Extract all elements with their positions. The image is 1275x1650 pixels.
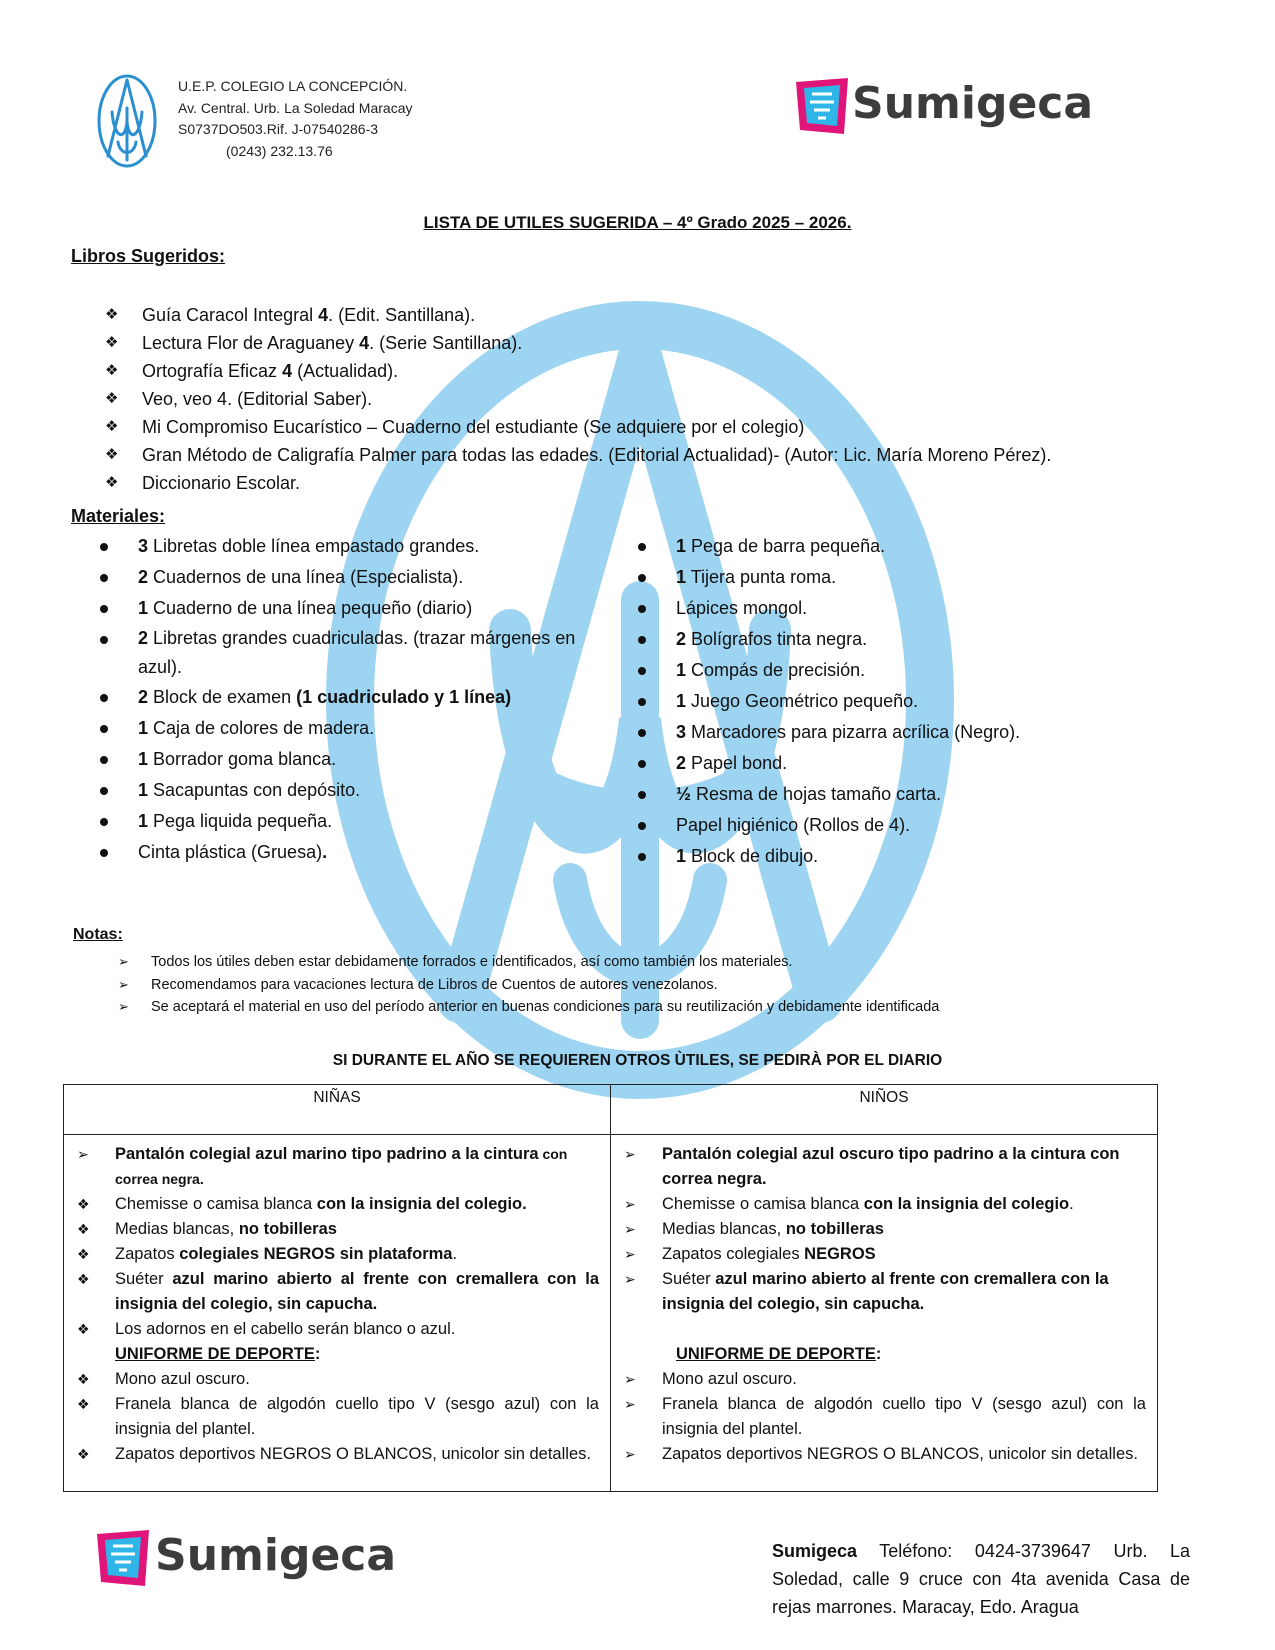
bullet-icon	[100, 756, 108, 764]
list-item: ➢ Pantalón colegial azul oscuro tipo padrino a la cintura con correa negra.	[624, 1142, 1146, 1192]
diamond-bullet-icon: ❖	[77, 1271, 90, 1287]
bullet-icon	[100, 787, 108, 795]
footer-contact	[772, 1537, 1190, 1621]
list-item: ❖ Veo, veo 4. (Editorial Saber).	[105, 385, 1185, 413]
school-name: U.E.P. COLEGIO LA CONCEPCIÓN.	[178, 78, 408, 94]
list-item: 1 Sacapuntas con depósito.	[100, 775, 610, 806]
notice-text: SI DURANTE EL AÑO SE REQUIEREN OTROS ÙTILES, SE PEDIRÀ POR EL DIARIO	[332, 1052, 943, 1069]
sumigeca-logo-text: Sumigeca	[155, 1530, 397, 1581]
list-item: ➢ Chemisse o camisa blanca con la insignia del colegio.	[624, 1192, 1146, 1217]
list-item: Papel higiénico (Rollos de 4).	[638, 810, 1158, 841]
books-list	[105, 301, 1185, 497]
footer-details: Teléfono: 0424-3739647 Urb. La Soledad, calle 9 cruce con 4ta avenida Casa de rejas marrones. Maracay, Edo. Aragua	[772, 1541, 1190, 1617]
materials-right-list	[638, 531, 1158, 872]
arrow-bullet-icon: ➢	[624, 1221, 636, 1237]
list-item: UNIFORME DE DEPORTE:	[115, 1345, 321, 1363]
bullet-icon	[100, 818, 108, 826]
bullet-icon	[638, 543, 646, 551]
boys-uniform-list	[612, 1142, 1156, 1467]
diamond-bullet-icon: ❖	[105, 446, 119, 463]
list-item: ➢ Mono azul oscuro.	[624, 1367, 1146, 1392]
bullet-icon	[100, 849, 108, 857]
list-item: ➢ Se aceptará el material en uso del período anterior en buenas condiciones para su reutilización y debidamente identificada	[118, 996, 939, 1019]
arrow-bullet-icon: ➢	[624, 1271, 636, 1287]
diamond-bullet-icon: ❖	[105, 362, 119, 379]
diamond-bullet-icon: ❖	[77, 1321, 90, 1337]
bullet-icon	[100, 694, 108, 702]
arrow-bullet-icon: ➢	[77, 1146, 89, 1162]
girls-uniform-cell	[64, 1135, 611, 1492]
arrow-bullet-icon: ➢	[624, 1371, 636, 1387]
school-info	[178, 76, 413, 162]
bullet-icon	[100, 725, 108, 733]
school-codes: S0737DO503.Rif. J-07540286-3	[178, 121, 379, 137]
list-item: 1 Compás de precisión.	[638, 655, 1158, 686]
sport-uniform-heading: UNIFORME DE DEPORTE	[115, 1345, 315, 1363]
girls-uniform-list	[65, 1142, 609, 1467]
list-item: 1 Juego Geométrico pequeño.	[638, 686, 1158, 717]
bullet-icon	[638, 605, 646, 613]
list-item: UNIFORME DE DEPORTE:	[676, 1345, 882, 1363]
list-item: 3 Libretas doble línea empastado grandes.	[100, 531, 610, 562]
list-item: ➢ Franela blanca de algodón cuello tipo V (sesgo azul) con la insignia del plantel.	[624, 1392, 1146, 1442]
list-item: ➢ Zapatos deportivos NEGROS O BLANCOS, unicolor sin detalles.	[624, 1442, 1146, 1467]
list-item: ❖ Chemisse o camisa blanca con la insignia del colegio.	[77, 1192, 599, 1217]
list-item: ❖ Suéter azul marino abierto al frente con cremallera con la insignia del colegio, sin capucha.	[77, 1267, 599, 1317]
list-item: ❖ Zapatos deportivos NEGROS O BLANCOS, unicolor sin detalles.	[77, 1442, 599, 1467]
arrow-bullet-icon: ➢	[624, 1146, 636, 1162]
arrow-bullet-icon: ➢	[118, 954, 129, 969]
bullet-icon	[638, 574, 646, 582]
page-title: LISTA DE UTILES SUGERIDA – 4º Grado 2025 – 2026.	[423, 213, 852, 232]
notes-heading: Notas:	[73, 926, 123, 943]
list-item: ❖ Diccionario Escolar.	[105, 469, 1185, 497]
materials-heading: Materiales:	[71, 506, 166, 526]
bullet-icon	[638, 729, 646, 737]
arrow-bullet-icon: ➢	[624, 1246, 636, 1262]
bullet-icon	[638, 698, 646, 706]
list-item: ➢ Zapatos colegiales NEGROS	[624, 1242, 1146, 1267]
bullet-icon	[638, 760, 646, 768]
school-address: Av. Central. Urb. La Soledad Maracay	[178, 99, 413, 116]
diamond-bullet-icon: ❖	[105, 306, 119, 323]
list-item: 1 Caja de colores de madera.	[100, 713, 610, 744]
arrow-bullet-icon: ➢	[118, 999, 129, 1014]
list-item: 2 Papel bond.	[638, 748, 1158, 779]
list-item: 1 Cuaderno de una línea pequeño (diario)	[100, 593, 610, 624]
diamond-bullet-icon: ❖	[105, 418, 119, 435]
list-item: ➢ Todos los útiles deben estar debidamente forrados e identificados, así como también los materiales.	[118, 951, 939, 974]
diamond-bullet-icon: ❖	[77, 1371, 90, 1387]
sumigeca-mark-icon	[93, 1526, 153, 1592]
sumigeca-logo-text: Sumigeca	[852, 78, 1094, 129]
sumigeca-mark-icon	[792, 74, 852, 140]
list-item: ½ Resma de hojas tamaño carta.	[638, 779, 1158, 810]
books-heading: Libros Sugeridos:	[71, 246, 226, 266]
list-item: 2 Libretas grandes cuadriculadas. (trazar márgenes en azul).	[100, 624, 610, 682]
bullet-icon	[100, 543, 108, 551]
list-item: Cinta plástica (Gruesa).	[100, 837, 610, 868]
footer-brand: Sumigeca	[772, 1541, 858, 1561]
list-item: ➢ Recomendamos para vacaciones lectura de Libros de Cuentos de autores venezolanos.	[118, 974, 939, 997]
bullet-icon	[638, 667, 646, 675]
boys-uniform-cell	[611, 1135, 1158, 1492]
list-item: Lápices mongol.	[638, 593, 1158, 624]
list-item: ❖ Ortografía Eficaz 4 (Actualidad).	[105, 357, 1185, 385]
diamond-bullet-icon: ❖	[77, 1446, 90, 1462]
diamond-bullet-icon: ❖	[105, 390, 119, 407]
list-item: ❖ Zapatos colegiales NEGROS sin plataforma.	[77, 1242, 599, 1267]
list-item: 1 Borrador goma blanca.	[100, 744, 610, 775]
school-phone: (0243) 232.13.76	[226, 142, 333, 159]
list-item: 1 Pega de barra pequeña.	[638, 531, 1158, 562]
bullet-icon	[100, 605, 108, 613]
arrow-bullet-icon: ➢	[624, 1196, 636, 1212]
arrow-bullet-icon: ➢	[624, 1446, 636, 1462]
list-item: 2 Cuadernos de una línea (Especialista).	[100, 562, 610, 593]
materials-left-list	[100, 531, 610, 868]
list-item: 1 Tijera punta roma.	[638, 562, 1158, 593]
list-item: ❖ Medias blancas, no tobilleras	[77, 1217, 599, 1242]
school-emblem-logo	[96, 72, 158, 170]
sport-uniform-heading: UNIFORME DE DEPORTE	[676, 1345, 876, 1363]
list-item: ➢ Medias blancas, no tobilleras	[624, 1217, 1146, 1242]
list-item: 3 Marcadores para pizarra acrílica (Negro).	[638, 717, 1158, 748]
list-item: ❖ Mono azul oscuro.	[77, 1367, 599, 1392]
list-item: ❖ Mi Compromiso Eucarístico – Cuaderno del estudiante (Se adquiere por el colegio)	[105, 413, 1185, 441]
arrow-bullet-icon: ➢	[118, 976, 129, 992]
bullet-icon	[638, 791, 646, 799]
diamond-bullet-icon: ❖	[77, 1196, 90, 1212]
list-item: 2 Bolígrafos tinta negra.	[638, 624, 1158, 655]
bullet-icon	[100, 636, 108, 644]
list-item: ❖ Lectura Flor de Araguaney 4. (Serie Santillana).	[105, 329, 1185, 357]
list-item: 2 Block de examen (1 cuadriculado y 1 línea)	[100, 682, 610, 713]
bullet-icon	[638, 822, 646, 830]
girls-column-header: NIÑAS	[64, 1085, 611, 1135]
uniform-table	[63, 1084, 1158, 1492]
diamond-bullet-icon: ❖	[105, 334, 119, 351]
list-item: ➢ Suéter azul marino abierto al frente con cremallera con la insignia del colegio, sin capucha.	[624, 1267, 1146, 1317]
diamond-bullet-icon: ❖	[77, 1246, 90, 1262]
bullet-icon	[638, 636, 646, 644]
list-item: ❖ Franela blanca de algodón cuello tipo V (sesgo azul) con la insignia del plantel.	[77, 1392, 599, 1442]
bullet-icon	[638, 853, 646, 861]
bullet-icon	[100, 574, 108, 582]
list-item: ❖ Los adornos en el cabello serán blanco o azul.	[77, 1317, 599, 1342]
list-item: ❖ Gran Método de Caligrafía Palmer para todas las edades. (Editorial Actualidad)- (Autor: Lic. María Moreno Pérez).	[105, 441, 1185, 469]
list-item: 1 Block de dibujo.	[638, 841, 1158, 872]
list-item: ➢ Pantalón colegial azul marino tipo padrino a la cintura con correa negra.	[77, 1142, 599, 1192]
list-item: ❖ Guía Caracol Integral 4. (Edit. Santillana).	[105, 301, 1185, 329]
diamond-bullet-icon: ❖	[77, 1221, 90, 1237]
boys-column-header: NIÑOS	[611, 1085, 1158, 1135]
arrow-bullet-icon: ➢	[624, 1396, 636, 1412]
notes-list	[118, 951, 939, 1019]
diamond-bullet-icon: ❖	[77, 1396, 90, 1412]
diamond-bullet-icon: ❖	[105, 474, 119, 491]
list-item: 1 Pega liquida pequeña.	[100, 806, 610, 837]
